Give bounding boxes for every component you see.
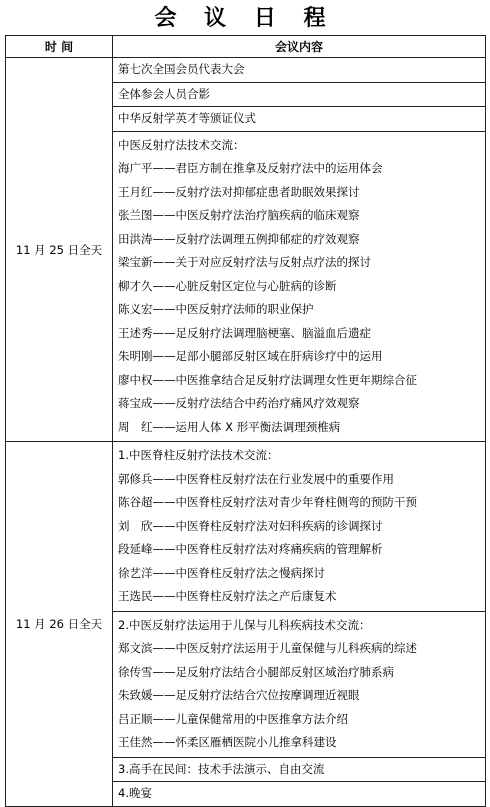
agenda-line: 3.高手在民间：技术手法演示、自由交流 bbox=[118, 761, 325, 776]
day2-time: 11 月 26 日全天 bbox=[6, 442, 113, 807]
day1-item-2 bbox=[113, 82, 486, 107]
day1-exchange-block bbox=[113, 131, 486, 442]
talk-line: 段延峰——中医脊柱反射疗法对疼痛疾病的管理解析 bbox=[118, 542, 383, 556]
talk-line: 王月红——反射疗法对抑郁症患者助眠效果探讨 bbox=[118, 184, 360, 199]
day1-time: 11 月 25 日全天 bbox=[6, 58, 113, 442]
talk-line: 王佳然——怀柔区雁栖医院小儿推拿科建设 bbox=[118, 735, 337, 749]
section-heading: 中医反射疗法技术交流： bbox=[118, 137, 245, 152]
talk-line: 徐传雪——足反射疗法结合小腿部反射区域治疗肺系病 bbox=[118, 664, 394, 679]
talk-line: 郭修兵——中医脊柱反射疗法在行业发展中的重要作用 bbox=[118, 471, 394, 486]
table-row bbox=[6, 58, 486, 83]
talk-line: 王述秀——足反射疗法调理脑梗塞、脑溢血后遗症 bbox=[118, 325, 371, 340]
table-header-row bbox=[6, 36, 486, 58]
table-row bbox=[6, 442, 486, 612]
talk-line: 王选民——中医脊柱反射疗法之产后康复术 bbox=[118, 589, 337, 603]
talk-line: 吕正顺——儿童保健常用的中医推拿方法介绍 bbox=[118, 711, 348, 726]
day2-child-block bbox=[113, 611, 486, 757]
talk-line: 陈谷超——中医脊柱反射疗法对青少年脊柱侧弯的预防干预 bbox=[118, 495, 417, 509]
day2-item-3 bbox=[113, 757, 486, 782]
talk-line: 刘 欣——中医脊柱反射疗法对妇科疾病的诊调探讨 bbox=[118, 518, 383, 533]
agenda-line: 中华反射学英才等颁证仪式 bbox=[118, 111, 256, 125]
talk-line: 梁宝新——关于对应反射疗法与反射点疗法的探讨 bbox=[118, 255, 371, 269]
talk-line: 蒋宝成——反射疗法结合中药治疗痛风疗效观察 bbox=[118, 396, 360, 410]
talk-line: 陈义宏——中医反射疗法师的职业保护 bbox=[118, 302, 314, 316]
header-time: 时 间 bbox=[6, 36, 113, 58]
day1-item-1 bbox=[113, 58, 486, 83]
day2-item-4 bbox=[113, 782, 486, 807]
talk-line: 田洪涛——反射疗法调理五例抑郁症的疗效观察 bbox=[118, 231, 360, 246]
talk-line: 徐艺洋——中医脊柱反射疗法之慢病探讨 bbox=[118, 565, 325, 580]
section-heading: 1.中医脊柱反射疗法技术交流： bbox=[118, 448, 279, 462]
header-content: 会议内容 bbox=[113, 36, 486, 58]
schedule-table bbox=[5, 35, 486, 807]
page-title: 会 议 日 程 bbox=[154, 6, 336, 31]
agenda-line: 第七次全国会员代表大会 bbox=[118, 62, 245, 76]
talk-line: 廖中权——中医推拿结合足反射疗法调理女性更年期综合征 bbox=[118, 372, 417, 387]
agenda-line: 全体参会人员合影 bbox=[118, 86, 210, 101]
talk-line: 周 红——运用人体 X 形平衡法调理颈椎病 bbox=[118, 419, 341, 434]
talk-line: 张兰图——中医反射疗法治疗脑疾病的临床观察 bbox=[118, 208, 360, 222]
talk-line: 朱明刚——足部小腿部反射区域在肝病诊疗中的运用 bbox=[118, 349, 383, 363]
section-heading: 2.中医反射疗法运用于儿保与儿科疾病技术交流： bbox=[118, 617, 371, 632]
day1-item-3 bbox=[113, 107, 486, 132]
talk-line: 郑文滨——中医反射疗法运用于儿童保健与儿科疾病的综述 bbox=[118, 641, 417, 655]
agenda-line: 4.晚宴 bbox=[118, 786, 152, 800]
talk-line: 朱致媛——足反射疗法结合穴位按摩调理近视眼 bbox=[118, 688, 360, 702]
day2-spine-block bbox=[113, 442, 486, 612]
talk-line: 海广平——君臣方制在推拿及反射疗法中的运用体会 bbox=[118, 161, 383, 175]
talk-line: 柳才久——心脏反射区定位与心脏病的诊断 bbox=[118, 278, 337, 293]
